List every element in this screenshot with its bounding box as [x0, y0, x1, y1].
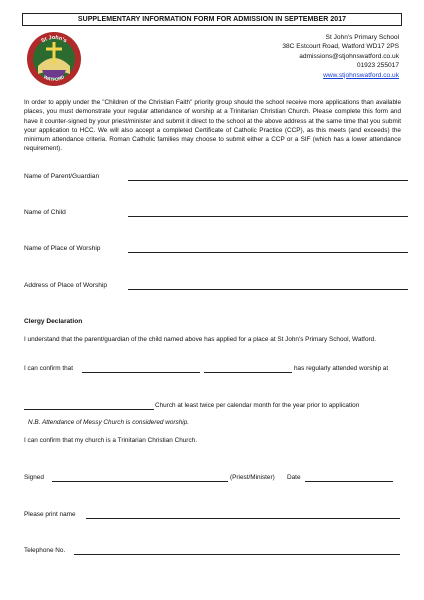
telephone-line[interactable] [74, 554, 400, 555]
child-name-label: Name of Child [24, 209, 66, 216]
clergy-declaration-heading: Clergy Declaration [24, 318, 83, 325]
date-label: Date [287, 474, 301, 481]
confirm-start-text: I can confirm that [24, 365, 74, 372]
parent-name-field[interactable] [24, 173, 408, 183]
worship-address-label: Address of Place of Worship [24, 282, 108, 289]
print-name-line[interactable] [86, 518, 400, 519]
date-line[interactable] [305, 481, 393, 482]
worship-address-field[interactable] [24, 282, 408, 292]
telephone-label: Telephone No. [24, 547, 66, 554]
school-phone: 01923 255017 [356, 62, 399, 70]
confirm-parent-line[interactable] [82, 372, 200, 373]
telephone-row [24, 547, 404, 557]
logo-text-bottom: WATFORD [42, 74, 66, 83]
clergy-understand-text: I understand that the parent/guardian of the child named above has applied for a place at St John's Primary School, Watford. [24, 336, 376, 343]
print-name-row [24, 511, 404, 521]
logo-text-top: St John's [40, 34, 68, 45]
place-of-worship-label: Name of Place of Worship [24, 245, 101, 252]
place-of-worship-line[interactable] [128, 252, 408, 253]
school-website-link[interactable]: www.stjohnswatford.co.uk [323, 71, 399, 79]
school-address: 38C Estcourt Road, Watford WD17 2PS [282, 43, 399, 51]
trinitarian-confirm-text: I can confirm that my church is a Trinitarian Christian Church. [24, 437, 197, 444]
print-name-label: Please print name [24, 511, 76, 518]
parent-name-label: Name of Parent/Guardian [24, 173, 100, 180]
confirm-end-text: has regularly attended worship at [294, 365, 389, 372]
clergy-confirm-row [24, 365, 404, 375]
priest-minister-label: (Priest/Minister) [230, 474, 275, 481]
child-name-line[interactable] [128, 216, 408, 217]
confirm-child-line[interactable] [204, 372, 292, 373]
messy-church-note: N.B. Attendance of Messy Church is considered worship. [28, 419, 190, 426]
child-name-field[interactable] [24, 209, 408, 219]
signature-line[interactable] [52, 481, 228, 482]
place-of-worship-field[interactable] [24, 245, 408, 255]
form-title: SUPPLEMENTARY INFORMATION FORM FOR ADMISSION IN SEPTEMBER 2017 [22, 13, 402, 26]
intro-paragraph: In order to apply under the "Children of the Christian Faith" priority group should the school receive more applications than available places, you must demonstrate your regular attendance of worship at a Trinitarian Christian Church. Please complete this form and have it counter-signed by your priest/minister and submit it direct to the school at the above address at the same time that you submit your application to HCC. We will also accept a completed Certificate of Catholic Practice (CCP), as this meets (and exceeds) the minimum attendance criteria. Roman Catholic families may choose to submit either a CCP or a SIF (which has a lower attendance requirement). [24, 99, 401, 153]
church-name-line[interactable] [24, 409, 154, 410]
signature-row [24, 474, 404, 484]
church-attendance-text: Church at least twice per calendar month for the year prior to application [155, 402, 360, 409]
school-logo [26, 30, 82, 88]
school-address-block [199, 33, 399, 80]
school-name: St John's Primary School [325, 34, 399, 41]
signed-label: Signed [24, 474, 44, 481]
worship-address-line[interactable] [128, 289, 408, 290]
church-attendance-row [24, 402, 404, 412]
parent-name-line[interactable] [128, 180, 408, 181]
school-email[interactable]: admissions@stjohnswatford.co.uk [299, 52, 399, 60]
